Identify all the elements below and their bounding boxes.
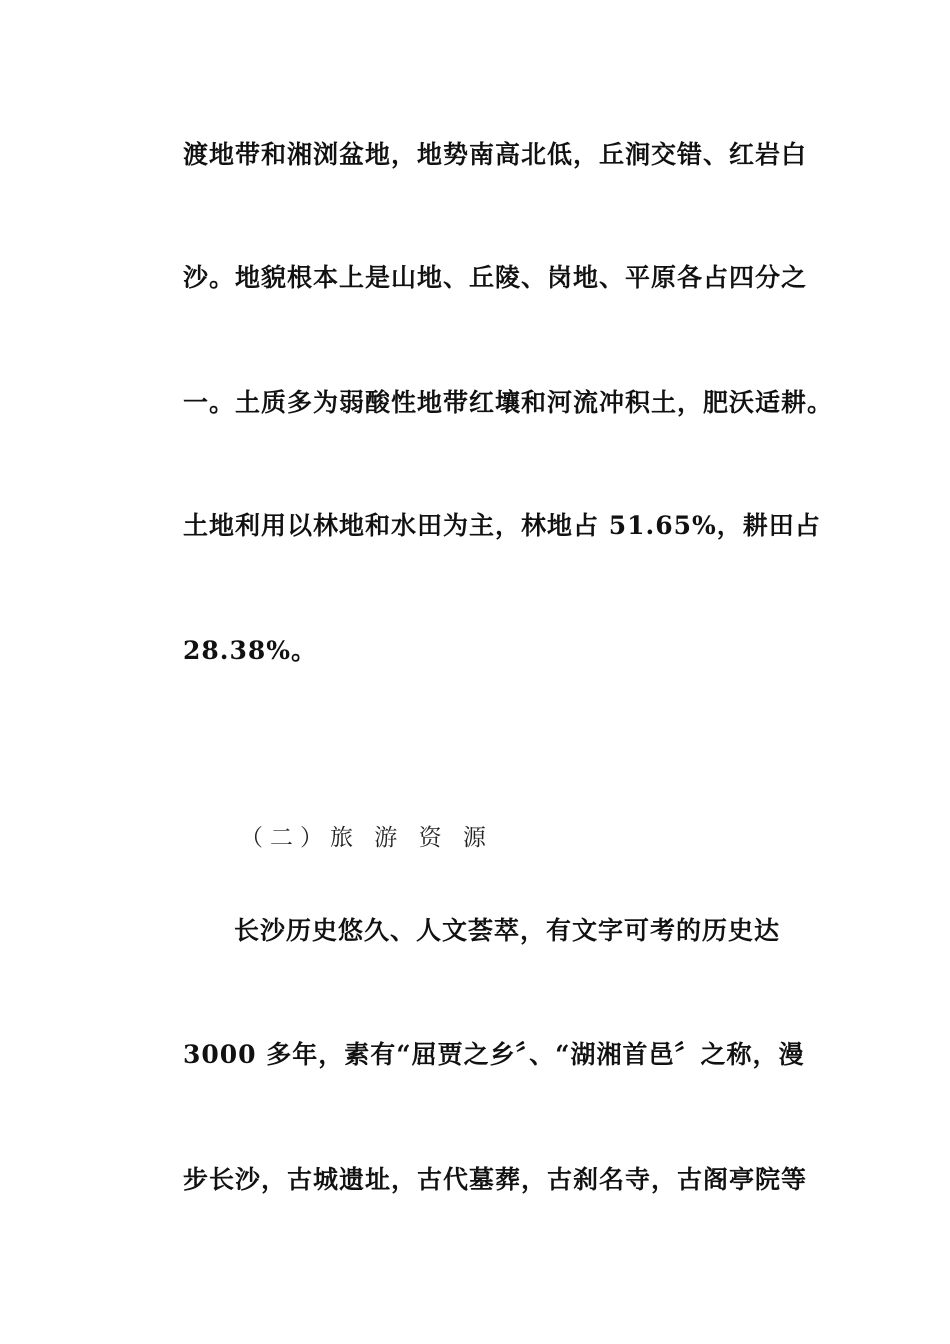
paragraph-1-line-2: 沙。地貌根本上是山地、丘陵、岗地、平原各占四分之 [183,263,808,292]
paragraph-2-line-2: 3000 多年，素有“屈贾之乡〞、“湖湘首邑〞之称，漫 [183,1040,805,1069]
section-heading: （二）旅 游 资 源 [240,825,493,851]
paragraph-1-line-1: 渡地带和湘浏盆地，地势南高北低，丘涧交错、红岩白 [183,140,808,169]
paragraph-1-line-5: 28.38%。 [183,636,318,665]
paragraph-2-line-1: 长沙历史悠久、人文荟萃，有文字可考的历史达 [234,916,781,945]
paragraph-1-line-4: 土地利用以林地和水田为主，林地占 51.65%，耕田占 [183,511,821,540]
paragraph-1-line-3: 一。土质多为弱酸性地带红壤和河流冲积土，肥沃适耕。 [183,388,834,417]
paragraph-2-line-3: 步长沙，古城遗址，古代墓葬，古刹名寺，古阁亭院等 [183,1165,808,1194]
